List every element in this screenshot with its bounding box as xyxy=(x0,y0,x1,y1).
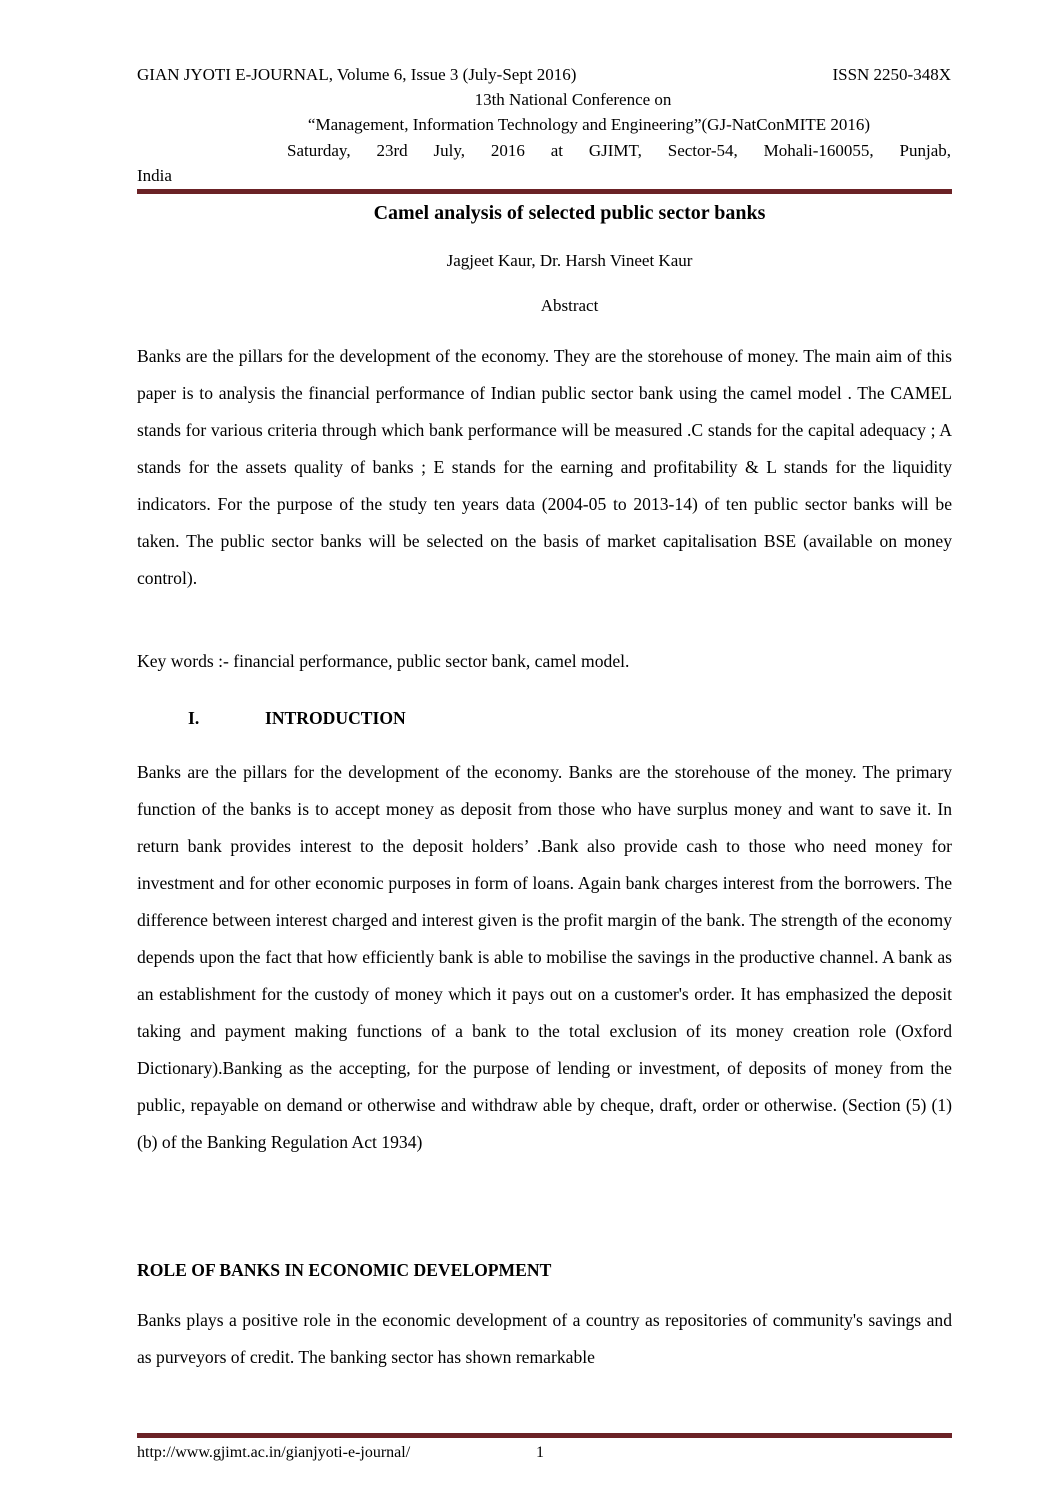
section-heading-role-of-banks: ROLE OF BANKS IN ECONOMIC DEVELOPMENT xyxy=(137,1260,552,1280)
paper-title: Camel analysis of selected public sector banks xyxy=(373,202,766,224)
footer-journal-url: http://www.gjimt.ac.in/gianjyoti-e-journal/ xyxy=(137,1444,411,1461)
abstract-text: Banks are the pillars for the development of the economy. They are the storehouse of money. The main aim of this paper is to analysis the financial performance of Indian public sector bank using the camel model . The CAMEL stands for various criteria through which bank performance will be measured .C stands for the capital adequacy ; A stands for the assets quality of banks ; E stands for the earning and profitability & L stands for the liquidity indicators. For the purpose of the study ten years data (2004-05 to 2013-14) of ten public sector banks will be taken. The public sector banks will be selected on the basis of market capitalisation BSE (available on money control). xyxy=(137,346,952,588)
keywords: Key words :- financial performance, public sector bank, camel model. xyxy=(137,651,630,671)
section-number: I. xyxy=(188,708,200,728)
conference-country: India xyxy=(137,166,172,185)
journal-header-line xyxy=(137,64,951,86)
conference-title: “Management, Information Technology and Engineering”(GJ-NatConMITE 2016) xyxy=(307,115,871,134)
issn: ISSN 2250-348X xyxy=(832,65,951,84)
introduction-text: Banks are the pillars for the development of the economy. Banks are the storehouse of the money. The primary function of the banks is to accept money as deposit from those who have surplus money and want to save it. In return bank provides interest to the deposit holders’ .Bank also provide cash to those who need money for investment and for other economic purposes in form of loans. Again bank charges interest from the borrowers. The difference between interest charged and interest given is the profit margin of the bank. The strength of the economy depends upon the fact that how efficiently bank is able to mobilise the savings in the productive channel. A bank as an establishment for the custody of money which it pays out on a customer's order. It has emphasized the deposit taking and payment making functions of a bank to the total exclusion of its money creation role (Oxford Dictionary).Banking as the accepting, for the purpose of lending or investment, of deposits of money from the public, repayable on demand or otherwise and withdraw able by cheque, draft, order or otherwise. (Section (5) (1) (b) of the Banking Regulation Act 1934) xyxy=(137,762,952,1152)
journal-name: GIAN JYOTI E-JOURNAL, Volume 6, Issue 3 (July-Sept 2016) xyxy=(137,65,577,84)
page-number: 1 xyxy=(536,1444,544,1461)
header-divider xyxy=(137,189,952,194)
section-heading-introduction: INTRODUCTION xyxy=(265,708,406,728)
footer-divider xyxy=(137,1433,952,1438)
abstract-heading: Abstract xyxy=(540,296,599,315)
conference-line: 13th National Conference on xyxy=(474,90,672,109)
paper-authors: Jagjeet Kaur, Dr. Harsh Vineet Kaur xyxy=(446,251,693,270)
conference-date-venue: Saturday, 23rd July, 2016 at GJIMT, Sector-54, Mohali-160055, Punjab, xyxy=(287,141,951,160)
role-of-banks-text: Banks plays a positive role in the economic development of a country as repositories of community's savings and as purveyors of credit. The banking sector has shown remarkable xyxy=(137,1310,952,1367)
